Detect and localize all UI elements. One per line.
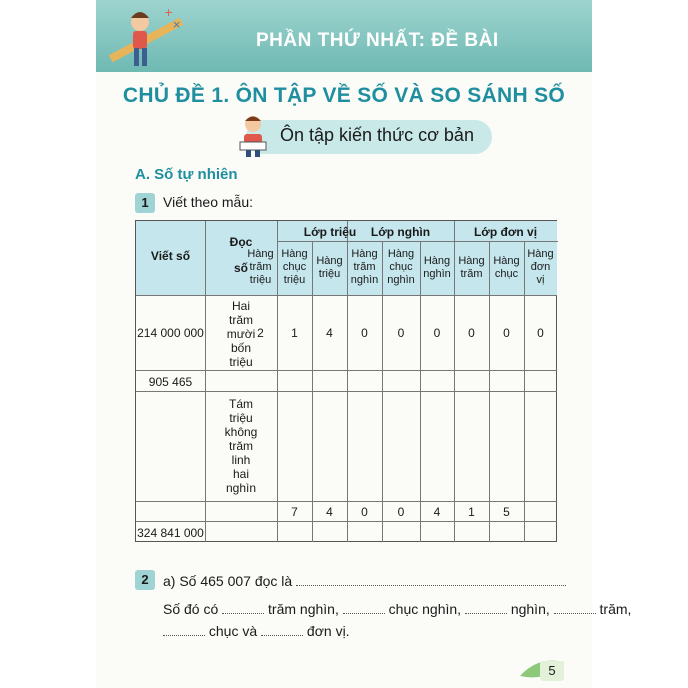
row4-digit: 1	[468, 505, 475, 519]
student-reading-icon	[232, 112, 274, 158]
row5-number: 324 841 000	[137, 526, 204, 540]
mascot-illustration-icon	[100, 2, 192, 76]
page-number: 5	[540, 661, 564, 681]
answer-blank[interactable]	[222, 613, 264, 614]
subheader: Hàng nghìn	[423, 255, 451, 280]
text: trăm nghìn,	[268, 601, 339, 617]
header-read-2: số	[233, 261, 248, 275]
subheader: Hàng trăm	[458, 255, 485, 280]
row1-digit: 1	[291, 326, 298, 340]
row3-read: Tám triệu không trăm linh hai nghìn	[224, 397, 258, 495]
question2-line2	[163, 623, 350, 639]
section-heading: A. Số tự nhiên	[135, 166, 238, 183]
place-value-table	[135, 220, 557, 542]
answer-blank[interactable]	[261, 635, 303, 636]
text: nghìn,	[510, 601, 550, 617]
subheader: Hàng triệu	[316, 255, 343, 280]
row1-digit: 2	[257, 326, 264, 340]
text: chục nghìn,	[388, 601, 462, 617]
subheader: Hàng chục nghìn	[387, 248, 415, 286]
answer-blank[interactable]	[343, 613, 385, 614]
question2-line1	[163, 601, 631, 617]
question-number: 2	[135, 570, 155, 590]
row4-digit: 4	[326, 505, 333, 519]
question-prompt: Viết theo mẫu:	[163, 194, 254, 210]
row4-digit: 0	[397, 505, 405, 519]
answer-blank[interactable]	[296, 585, 566, 586]
column-divider	[420, 241, 421, 542]
text: chục và	[208, 623, 258, 639]
row4-digit: 5	[503, 505, 510, 519]
question-number: 1	[135, 193, 155, 213]
review-title: Ôn tập kiến thức cơ bản	[280, 125, 474, 145]
subheader: Hàng trăm triệu	[247, 248, 274, 286]
group-thousands: Lớp nghìn	[370, 225, 431, 239]
banner-title: PHẦN THỨ NHẤT: ĐỀ BÀI	[256, 30, 499, 51]
answer-blank[interactable]	[465, 613, 507, 614]
answer-blank[interactable]	[163, 635, 205, 636]
text: đơn vị.	[306, 623, 350, 639]
row1-digit: 0	[361, 326, 368, 340]
header-number: Viết số	[150, 249, 191, 263]
row1-digit: 0	[537, 326, 544, 340]
row1-read: Hai trăm mười bốn triệu	[226, 299, 256, 369]
question2-prompt: a) Số 465 007 đọc là	[163, 573, 293, 589]
text: Số đó có	[163, 601, 219, 617]
column-divider	[312, 241, 313, 542]
row4-digit: 4	[433, 505, 441, 519]
row2-number: 905 465	[148, 375, 193, 389]
svg-text:×: ×	[172, 18, 182, 31]
row1-digit: 0	[503, 326, 510, 340]
row1-digit: 0	[468, 326, 475, 340]
chapter-title: CHỦ ĐỀ 1. ÔN TẬP VỀ SỐ VÀ SO SÁNH SỐ	[122, 84, 566, 107]
svg-text:+: +	[164, 6, 174, 19]
column-divider	[489, 241, 490, 542]
question2-part-a	[163, 573, 566, 589]
row1-digit: 0	[433, 326, 441, 340]
subheader: Hàng chục	[493, 255, 520, 280]
subheader: Hàng đơn vị	[527, 248, 554, 286]
group-millions: Lớp triệu	[303, 225, 357, 239]
row1-number: 214 000 000	[137, 326, 204, 340]
row4-digit: 0	[361, 505, 368, 519]
row1-digit: 4	[326, 326, 333, 340]
row4-digit: 7	[291, 505, 298, 519]
header-read-1: Đọc	[229, 235, 253, 249]
subheader: Hàng chục triệu	[281, 248, 308, 286]
text: trăm,	[599, 601, 632, 617]
group-divider	[277, 241, 558, 242]
subheader: Hàng trăm nghìn	[350, 248, 379, 286]
row1-digit: 0	[397, 326, 405, 340]
group-units: Lớp đơn vị	[473, 225, 538, 239]
answer-blank[interactable]	[554, 613, 596, 614]
